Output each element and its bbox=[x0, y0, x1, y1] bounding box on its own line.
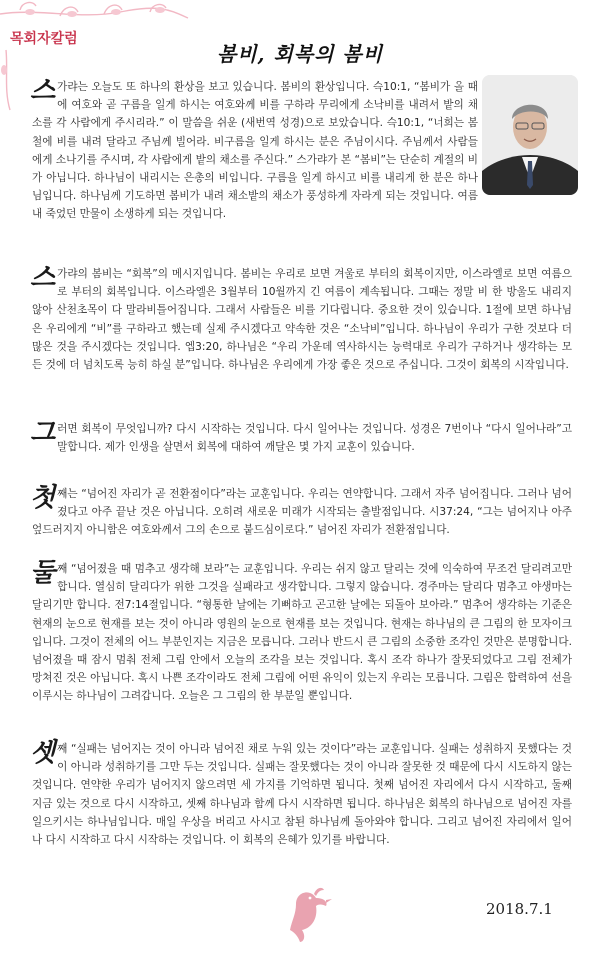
page-title: 봄비, 회복의 봄비 bbox=[216, 42, 384, 66]
dropcap: 그 bbox=[30, 418, 56, 448]
dropcap: 셋 bbox=[30, 738, 56, 768]
paragraph-1 bbox=[32, 78, 478, 224]
bird-icon bbox=[276, 874, 336, 944]
paragraph-4 bbox=[32, 485, 572, 540]
paragraph-2 bbox=[32, 265, 572, 374]
paragraph-text: 째 “넘어졌을 때 멈추고 생각해 보라”는 교훈입니다. 우리는 쉬지 않고 달리는 것에 익숙하여 무조건 달리려고만 합니다. 열심히 달리다가 위한 그것을 실패라고 생각합니다. 그렇지 않습니다. 경주마는 달리다 멈추고 야생마는 달리기만 합니다. 전7:14절입니다. “형통한 날에는 기뻐하고 곤고한 날에는 되돌아 보아라.” 멈추어 생각하는 기준은 현재의 눈으로 현재를 보는 것이 아니라 영원의 눈으로 현재를 보는 것입니다. 현재는 하나님의 큰 그림의 한 모자이크입니다. 그것이 전체의 어느 부분인지는 지금은 모릅니다. 그러나 반드시 큰 그림의 소중한 조각인 것만은 분명합니다. 넘어졌을 때 잠시 멈춰 전체 그림 안에서 오늘의 조각을 보는 것입니다. 혹시 조각 하나가 잘못되었다고 그림 전체가 망쳐진 것은 아닙니다. 혹시 나쁜 조각이라도 전체 그림에 어떤 유익이 있는지 우리는 모릅니다. 그림은 합력하여 선을 이루시는 하나님이 그려갑니다. 오늘은 그 그림의 한 부분일 뿐입니다. bbox=[32, 563, 572, 703]
paragraph-text: 가랴는 오늘도 또 하나의 환상을 보고 있습니다. 봄비의 환상입니다. 슥10:1, “봄비가 올 때에 여호와 곧 구름을 일게 하시는 여호와께 비를 구하라 무리에게 소낙비를 내려서 밭의 채소를 각 사람에게 주시리라.” 이 말씀을 쉬운 (새번역 성경)으로 보았습니다. 슥10:1, “너희는 봄철에 비를 내려 달라고 주님께 빌어라. 비구름을 일게 하시는 분은 주님이시다. 주님께서 사람들에게 소나기를 주시며, 각 사람에게 밭의 채소를 주신다.” 스가랴가 본 “봄비”는 단순히 계절의 비가 아닙니다. 하나님이 내리시는 은총의 비입니다. 구름을 일게 하시고 비를 내리게 한 분은 하나님입니다. 하나님께 기도하면 봄비가 내려 채소밭의 채소가 풍성하게 자라게 되는 것입니다. 여름내 죽었던 만물이 소생하게 되는 것입니다. bbox=[32, 81, 478, 221]
paragraph-6 bbox=[32, 740, 572, 849]
paragraph-text: 째 “실패는 넘어지는 것이 아니라 넘어진 채로 누워 있는 것이다”라는 교훈입니다. 실패는 성취하지 못했다는 것이 아니라 성취하기를 그만 두는 것입니다. 실패는 잘못했다는 것이 아니라 잘못한 것 때문에 다시 시도하지 않는 것입니다. 연약한 우리가 넘어지지 않으려면 세 가지를 기억하면 됩니다. 첫째 넘어진 자리에서 다시 시작하고, 둘째 지금 있는 것으로 다시 시작하고, 셋째 하나님과 함께 다시 시작하면 됩니다. 하나님은 회복의 하나님으로 넘어진 자를 일으키시는 하나님입니다. 매일 우상을 버리고 사시고 참된 하나님께 돌아와야 합니다. 그리고 넘어진 자리에서 일어나 다시 시작하고 다시 시작하는 것입니다. 이 회복의 은혜가 있기를 바랍니다. bbox=[32, 743, 572, 847]
column-label: 목회자칼럼 bbox=[10, 31, 78, 47]
paragraph-5 bbox=[32, 560, 572, 706]
paragraph-text: 러면 회복이 무엇입니까? 다시 시작하는 것입니다. 다시 일어나는 것입니다. 성경은 7번이나 “다시 일어나라”고 말합니다. 제가 인생을 살면서 회복에 대하여 깨달은 몇 가지 교훈이 있습니다. bbox=[57, 423, 572, 454]
paragraph-3 bbox=[32, 420, 572, 456]
publication-date: 2018.7.1 bbox=[486, 900, 553, 918]
dropcap: 둘 bbox=[30, 558, 56, 588]
paragraph-text: 째는 “넘어진 자리가 곧 전환점이다”라는 교훈입니다. 우리는 연약합니다. 그래서 자주 넘어집니다. 그러나 넘어졌다고 아주 끝난 것은 아닙니다. 오히려 새로운 미래가 시작되는 출발점입니다. 시37:24, “그는 넘어지나 아주 엎드러지지 아니함은 여호와께서 그의 손으로 붙드심이로다.” 넘어진 자리가 전환점입니다. bbox=[32, 488, 572, 537]
dropcap: 스 bbox=[30, 76, 56, 106]
paragraph-text: 가랴의 봄비는 “회복”의 메시지입니다. 봄비는 우리로 보면 겨울로 부터의 회복이지만, 이스라엘로 보면 여름으로 부터의 회복입니다. 이스라엘은 3월부터 10월까지 긴 여름이 계속됩니다. 그때는 정말 비 한 방울도 내리지 않아 산천초목이 다 말라비틀어집니다. 그래서 사람들은 비를 기다립니다. 중요한 것이 있습니다. 1절에 보면 하나님은 우리에게 “비”를 구하라고 했는데 실제 주시겠다고 약속한 것은 “소낙비”입니다. 하나님이 우리가 구한 것보다 더 많은 것을 주시겠다는 것입니다. 엡3:20, 하나님은 “우리 가운데 역사하시는 능력대로 우리가 구하거나 생각하는 모든 것에 더 넘치도록 능히 하실 분”입니다. 하나님은 우리에게 가장 좋은 것으로 주십니다. 그것이 회복의 시작입니다. bbox=[32, 268, 572, 372]
author-photo bbox=[482, 75, 578, 195]
dropcap: 스 bbox=[30, 263, 56, 293]
dropcap: 첫 bbox=[30, 483, 56, 513]
